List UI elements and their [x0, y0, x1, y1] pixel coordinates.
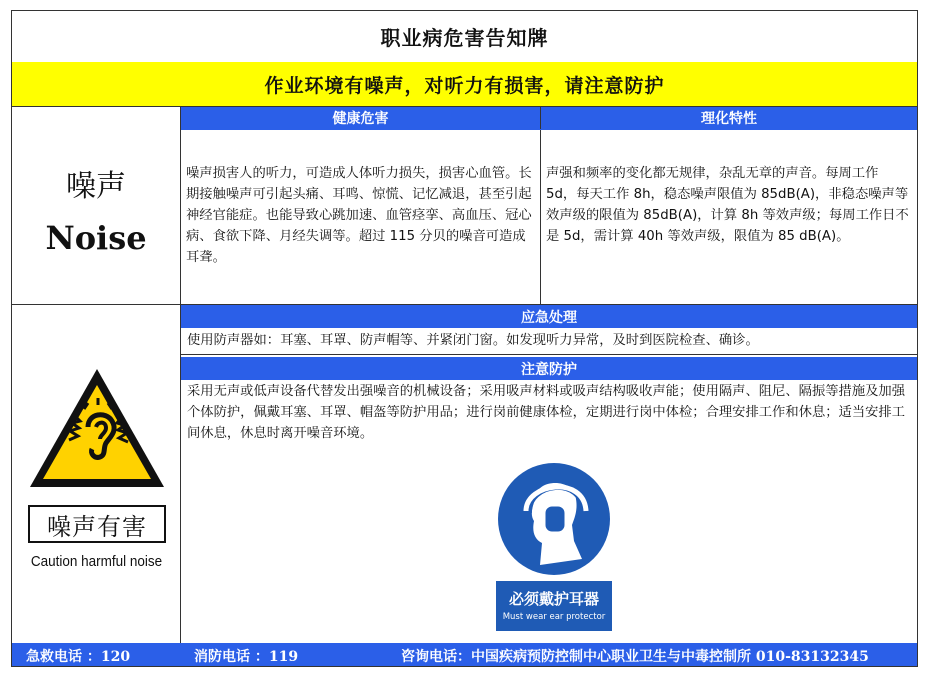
fire-phone: 消防电话 ：119 — [194, 649, 299, 665]
mandatory-label-cn: 必须戴护耳器 — [508, 590, 599, 608]
consult-phone: 咨询电话：中国疾病预防控制中心职业卫生与中毒控制所 010-83132345 — [401, 649, 869, 665]
emergency-divider — [181, 354, 917, 355]
ear-noise-warning-icon — [26, 365, 168, 497]
notice-board — [11, 10, 918, 667]
emergency-heading: 应急处理 — [181, 305, 917, 328]
precautions-heading: 注意防护 — [181, 357, 917, 380]
properties-heading: 理化特性 — [541, 107, 917, 129]
hazard-name-en: Noise — [45, 218, 147, 257]
mandatory-label-box — [496, 581, 612, 631]
board-subtitle: 作业环境有噪声，对听力有损害，请注意防护 — [12, 62, 917, 107]
warning-sign-cell — [12, 305, 181, 643]
health-hazard-heading: 健康危害 — [181, 107, 540, 129]
emergency-phone: 急救电话 ：120 — [26, 649, 131, 665]
mandatory-label-en: Must wear ear protector — [502, 612, 606, 622]
mandatory-sign — [496, 461, 612, 633]
health-hazard-text: 噪声损害人的听力，可造成人体听力损失，损害心血管。长期接触噪声可引起头痛、耳鸣、惊慌、记忆减退，甚至引起神经官能症。也能导致心跳加速、血管痉挛、高血压、冠心病、食欲下降、月经失调等。超过 115 分贝的噪音可造成耳聋。 — [186, 166, 532, 265]
heading-underline — [181, 129, 917, 130]
warning-label-en: Caution harmful noise — [30, 553, 163, 570]
board-title: 职业病危害告知牌 — [12, 11, 917, 63]
precautions-text: 采用无声或低声设备代替发出强噪音的机械设备；采用吸声材料或吸声结构吸收声能；使用隔声、阻尼、隔振等措施及加强个体防护，佩戴耳塞、耳罩、帽盔等防护用品；进行岗前健康体检，定期进行岗中体检；合理安排工作和休息；适当安排工间休息，休息时离开噪音环境。 — [187, 384, 906, 441]
hazard-name-cn: 噪声 — [66, 168, 126, 204]
footer-bar — [12, 643, 917, 666]
warning-label-cn: 噪声有害 — [28, 505, 166, 543]
hazard-name-cell — [12, 107, 181, 305]
emergency-text: 使用防声器如：耳塞、耳罩、防声帽等、并紧闭门窗。如发现听力异常，及时到医院检查、确诊。 — [187, 333, 759, 348]
ear-protector-icon — [496, 461, 612, 581]
column-divider — [540, 107, 541, 305]
properties-text: 声强和频率的变化都无规律，杂乱无章的声音。每周工作 5d，每天工作 8h，稳态噪声限值为 85dB(A)，非稳态噪声等效声级的限值为 85dB(A)，计算 8h 等效声级；每周工作日不是 5d，需计算 40h 等效声级，限值为 85 dB(A)。 — [546, 166, 909, 244]
